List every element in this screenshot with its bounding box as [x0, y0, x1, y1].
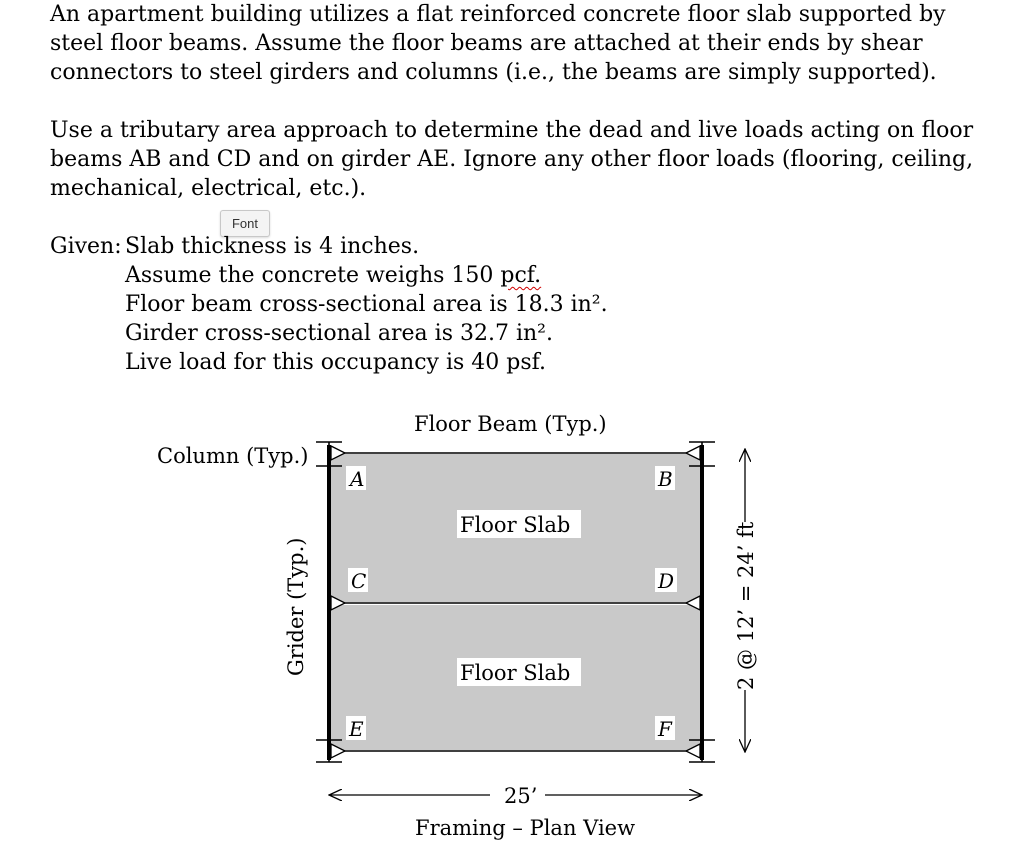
- point-b-label: B: [658, 467, 673, 491]
- given-label: Given:: [50, 234, 122, 259]
- point-c-label: C: [351, 569, 367, 593]
- floor-slab-label-bottom: Floor Slab: [460, 661, 571, 685]
- point-d-label: D: [658, 569, 675, 593]
- text-line: beams AB and CD and on girder AE. Ignore any other floor loads (flooring, ceiling,: [50, 147, 974, 172]
- point-a-label: A: [350, 467, 365, 491]
- point-e-label: E: [349, 717, 364, 741]
- girder-label: Grider (Typ.): [284, 537, 308, 676]
- text-line: mechanical, electrical, etc.).: [50, 176, 367, 201]
- text-line: Use a tributary area approach to determine the dead and live loads acting on floor: [50, 118, 974, 143]
- point-f-label: F: [658, 717, 672, 741]
- height-dimension-label: 2 @ 12’ = 24’ ft: [734, 521, 758, 690]
- given-girder-area: Girder cross-sectional area is 32.7 in².: [125, 321, 553, 346]
- column-label: Column (Typ.): [157, 444, 309, 468]
- floor-slab-label-top: Floor Slab: [460, 513, 571, 537]
- text-line: steel floor beams. Assume the floor beams are attached at their ends by shear: [50, 31, 923, 56]
- given-slab-thickness: Slab thickness is 4 inches.: [125, 234, 420, 259]
- width-dimension-label: 25’: [504, 784, 538, 808]
- floor-beam-label: Floor Beam (Typ.): [414, 412, 607, 436]
- text-line: connectors to steel girders and columns (i.e., the beams are simply supported).: [50, 60, 937, 85]
- given-beam-area: Floor beam cross-sectional area is 18.3 in².: [125, 292, 608, 317]
- spelling-marked-word: pcf.: [500, 263, 542, 288]
- given-live-load: Live load for this occupancy is 40 psf.: [125, 350, 546, 375]
- font-tooltip: Font: [220, 210, 270, 237]
- given-concrete-weight-text: Assume the concrete weighs 150: [125, 263, 501, 288]
- diagram-caption: Framing – Plan View: [415, 816, 636, 840]
- text-line: An apartment building utilizes a flat reinforced concrete floor slab supported by: [50, 2, 946, 27]
